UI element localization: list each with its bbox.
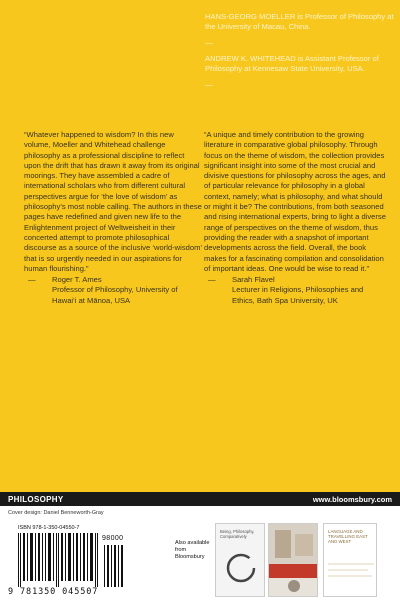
attribution-dash: —: [28, 275, 36, 285]
barcode: [8, 525, 126, 597]
endorsement-ames: [24, 130, 202, 306]
price-code: 98000: [102, 535, 124, 542]
decorative-lines-icon: [324, 524, 377, 597]
publisher-url: www.bloomsbury.com: [312, 494, 392, 504]
cover-design-credit: Cover design: Daniel Benneworth-Gray: [8, 510, 104, 516]
attribution-dash: —: [208, 275, 216, 285]
barcode-bars-icon: [8, 533, 103, 587]
enso-circle-icon: [216, 524, 265, 597]
bio-separator: —: [205, 38, 213, 47]
endorser-role: Professor of Philosophy, University of Hawai‘i at Mānoa, USA: [52, 285, 178, 305]
subject-label: PHILOSOPHY: [8, 494, 64, 504]
related-book-title: Being, Philosophy, Comparatively: [220, 529, 255, 539]
subject-bar: [0, 492, 400, 506]
endorsement-attribution: [24, 275, 202, 306]
endorsement-text: “Whatever happened to wisdom? In this new volume, Moeller and Whitehead challenge philosophy as a professional discipline to reflect upon the drift that has drawn it away from its original moorings. They have assembled a cadre of international scholars who from different cultural perspectives argue for ‘the love of wisdom’ as philosophy’s most noble calling. The authors in these pages have redefined and given new life to the Enlightenment project of Weltweisheit in their concerted attempt to promote philosophical discourse as a source of the inclusive ‘world-wisdom’ that is so urgently needed in our aspirations for human flourishing.”: [24, 130, 202, 273]
author-bio-whitehead: ANDREW K. WHITEHEAD is Assistant Professor of Philosophy at Kennesaw State University, USA.: [205, 54, 379, 73]
lower-panel: [0, 506, 400, 600]
endorser-name: Roger T. Ames: [52, 275, 102, 285]
also-available-label: Also available from Bloomsbury: [175, 540, 210, 560]
endorsement-attribution: [204, 275, 388, 306]
barcode-digits: 9 781350 045507: [8, 587, 99, 597]
author-bios: [205, 12, 395, 96]
bio-separator: —: [205, 80, 213, 89]
endorser-role: Lecturer in Religions, Philosophies and Ethics, Bath Spa University, UK: [232, 285, 364, 305]
price-barcode-icon: [103, 545, 125, 587]
endorsement-flavel: [204, 130, 388, 306]
author-bio-moeller: HANS-GEORG MOELLER is Professor of Philosophy at the University of Macau, China.: [205, 12, 394, 31]
endorser-name: Sarah Flavel: [232, 275, 275, 285]
related-book-title: LANGUAGE AND TRAVELLING EAST AND WEST: [328, 529, 368, 544]
isbn-text: ISBN 978-1-350-04550-7: [18, 525, 80, 531]
related-book-3[interactable]: [323, 523, 377, 597]
painting-cover-icon: [269, 524, 318, 597]
related-book-1[interactable]: [215, 523, 265, 597]
endorsement-text: “A unique and timely contribution to the growing literature in comparative global philosophy. Through focus on the theme of wisdom, the collection provides significant insight into some of the most crucial and divisive questions for philosophy across the ages, and of particular relevance for philosophy in a global context, namely; what is philosophy, and what should or might it be? The contributions, from both seasoned and rising international experts, bring to light a diverse range of perspectives on the theme of wisdom, thus providing the reader with a snapshot of important developments across the field. Overall, the book makes for a fascinating compilation and consolidation of important ideas. One would be wise to read it.”: [204, 130, 386, 273]
related-book-2[interactable]: [268, 523, 318, 597]
